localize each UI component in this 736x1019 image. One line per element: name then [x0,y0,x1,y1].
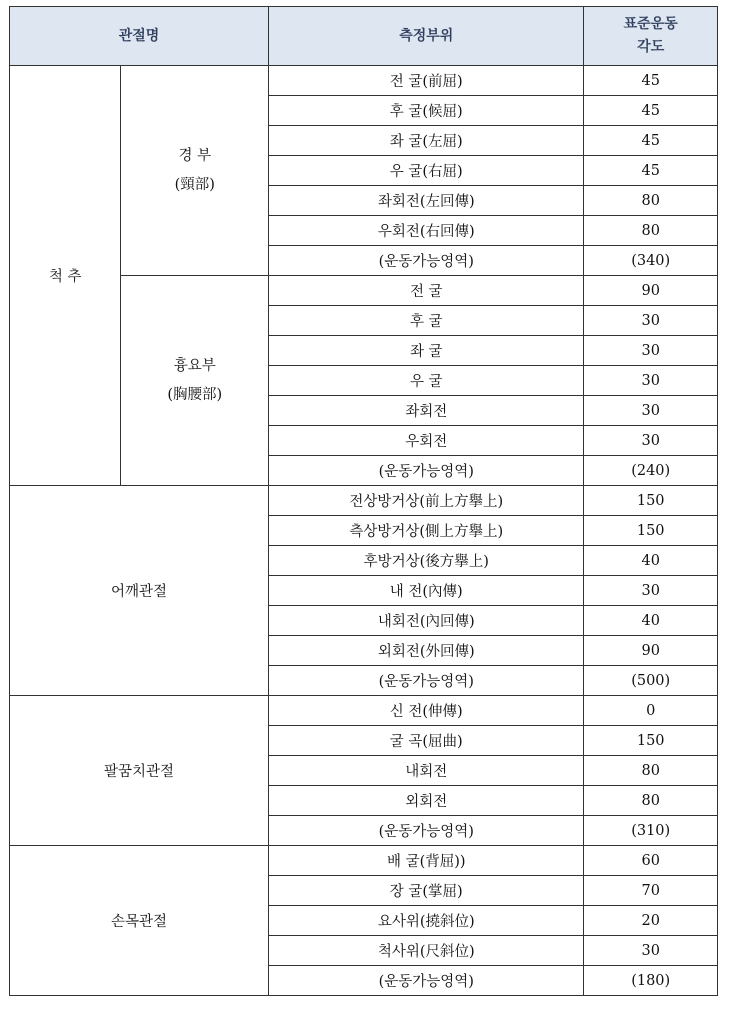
header-standard-angle-line1: 표준운동 [623,16,678,32]
table-row [10,486,718,516]
measure-part-cell: (운동가능영역) [269,456,584,486]
table-row [10,846,718,876]
angle-cell: 20 [584,906,718,936]
angle-cell: 30 [584,426,718,456]
angle-cell: 90 [584,636,718,666]
measure-part-cell: 좌 굴(左屈) [269,126,584,156]
measure-part-cell: 좌회전(左回傳) [269,186,584,216]
angle-cell: 30 [584,576,718,606]
subregion-cervical-hanja: (頸部) [174,176,215,193]
angle-cell: 150 [584,726,718,756]
angle-cell: 60 [584,846,718,876]
measure-part-cell: 후 굴(候屈) [269,96,584,126]
table-row [10,66,718,96]
angle-cell: 0 [584,696,718,726]
measure-part-cell: 내회전 [269,756,584,786]
subregion-cervical [121,66,269,276]
angle-cell: 45 [584,66,718,96]
measure-part-cell: 전 굴 [269,276,584,306]
angle-cell: 80 [584,186,718,216]
angle-cell: 90 [584,276,718,306]
angle-cell: 80 [584,756,718,786]
measure-part-cell: 내 전(內傳) [269,576,584,606]
header-standard-angle [584,7,718,66]
measure-part-cell: 좌 굴 [269,336,584,366]
measure-part-cell: (운동가능영역) [269,666,584,696]
angle-cell: 80 [584,216,718,246]
measure-part-cell: 후 굴 [269,306,584,336]
measure-part-cell: (운동가능영역) [269,816,584,846]
angle-cell: 40 [584,546,718,576]
angle-cell: 70 [584,876,718,906]
measure-part-cell: 후방거상(後方擧上) [269,546,584,576]
measure-part-cell: 요사위(撓斜位) [269,906,584,936]
joint-wrist: 손목관절 [10,846,269,996]
measure-part-cell: 전상방거상(前上方擧上) [269,486,584,516]
measure-part-cell: 전 굴(前屈) [269,66,584,96]
joint-elbow: 팔꿈치관절 [10,696,269,846]
angle-cell: 30 [584,936,718,966]
header-standard-angle-line2: 각도 [637,39,665,55]
measure-part-cell: 척사위(尺斜位) [269,936,584,966]
subregion-thoracolumbar-name: 흉요부 [173,357,216,374]
measure-part-cell: 내회전(內回傳) [269,606,584,636]
angle-cell: (180) [584,966,718,996]
measure-part-cell: 우 굴 [269,366,584,396]
angle-cell: 30 [584,336,718,366]
measure-part-cell: 좌회전 [269,396,584,426]
range-of-motion-table [9,6,718,996]
measure-part-cell: 측상방거상(側上方擧上) [269,516,584,546]
angle-cell: 45 [584,126,718,156]
measure-part-cell: 외회전(外回傳) [269,636,584,666]
measure-part-cell: 우회전 [269,426,584,456]
measure-part-cell: 배 굴(背屈)) [269,846,584,876]
subregion-thoracolumbar-hanja: (胸腰部) [167,386,223,403]
header-joint-name: 관절명 [10,7,269,66]
table-row [10,696,718,726]
measure-part-cell: (운동가능영역) [269,966,584,996]
joint-spine: 척 추 [10,66,121,486]
angle-cell: 40 [584,606,718,636]
measure-part-cell: 우 굴(右屈) [269,156,584,186]
subregion-cervical-name: 경 부 [178,147,212,164]
angle-cell: 30 [584,306,718,336]
angle-cell: 45 [584,96,718,126]
measure-part-cell: 장 굴(掌屈) [269,876,584,906]
angle-cell: (240) [584,456,718,486]
measure-part-cell: 외회전 [269,786,584,816]
angle-cell: (310) [584,816,718,846]
table-header-row [10,7,718,66]
measure-part-cell: 신 전(伸傳) [269,696,584,726]
angle-cell: 150 [584,486,718,516]
measure-part-cell: 굴 곡(屈曲) [269,726,584,756]
measure-part-cell: 우회전(右回傳) [269,216,584,246]
measure-part-cell: (운동가능영역) [269,246,584,276]
angle-cell: 150 [584,516,718,546]
subregion-thoracolumbar [121,276,269,486]
angle-cell: (500) [584,666,718,696]
angle-cell: 80 [584,786,718,816]
angle-cell: 45 [584,156,718,186]
header-measure-part: 측정부위 [269,7,584,66]
angle-cell: 30 [584,366,718,396]
angle-cell: (340) [584,246,718,276]
angle-cell: 30 [584,396,718,426]
joint-shoulder: 어깨관절 [10,486,269,696]
